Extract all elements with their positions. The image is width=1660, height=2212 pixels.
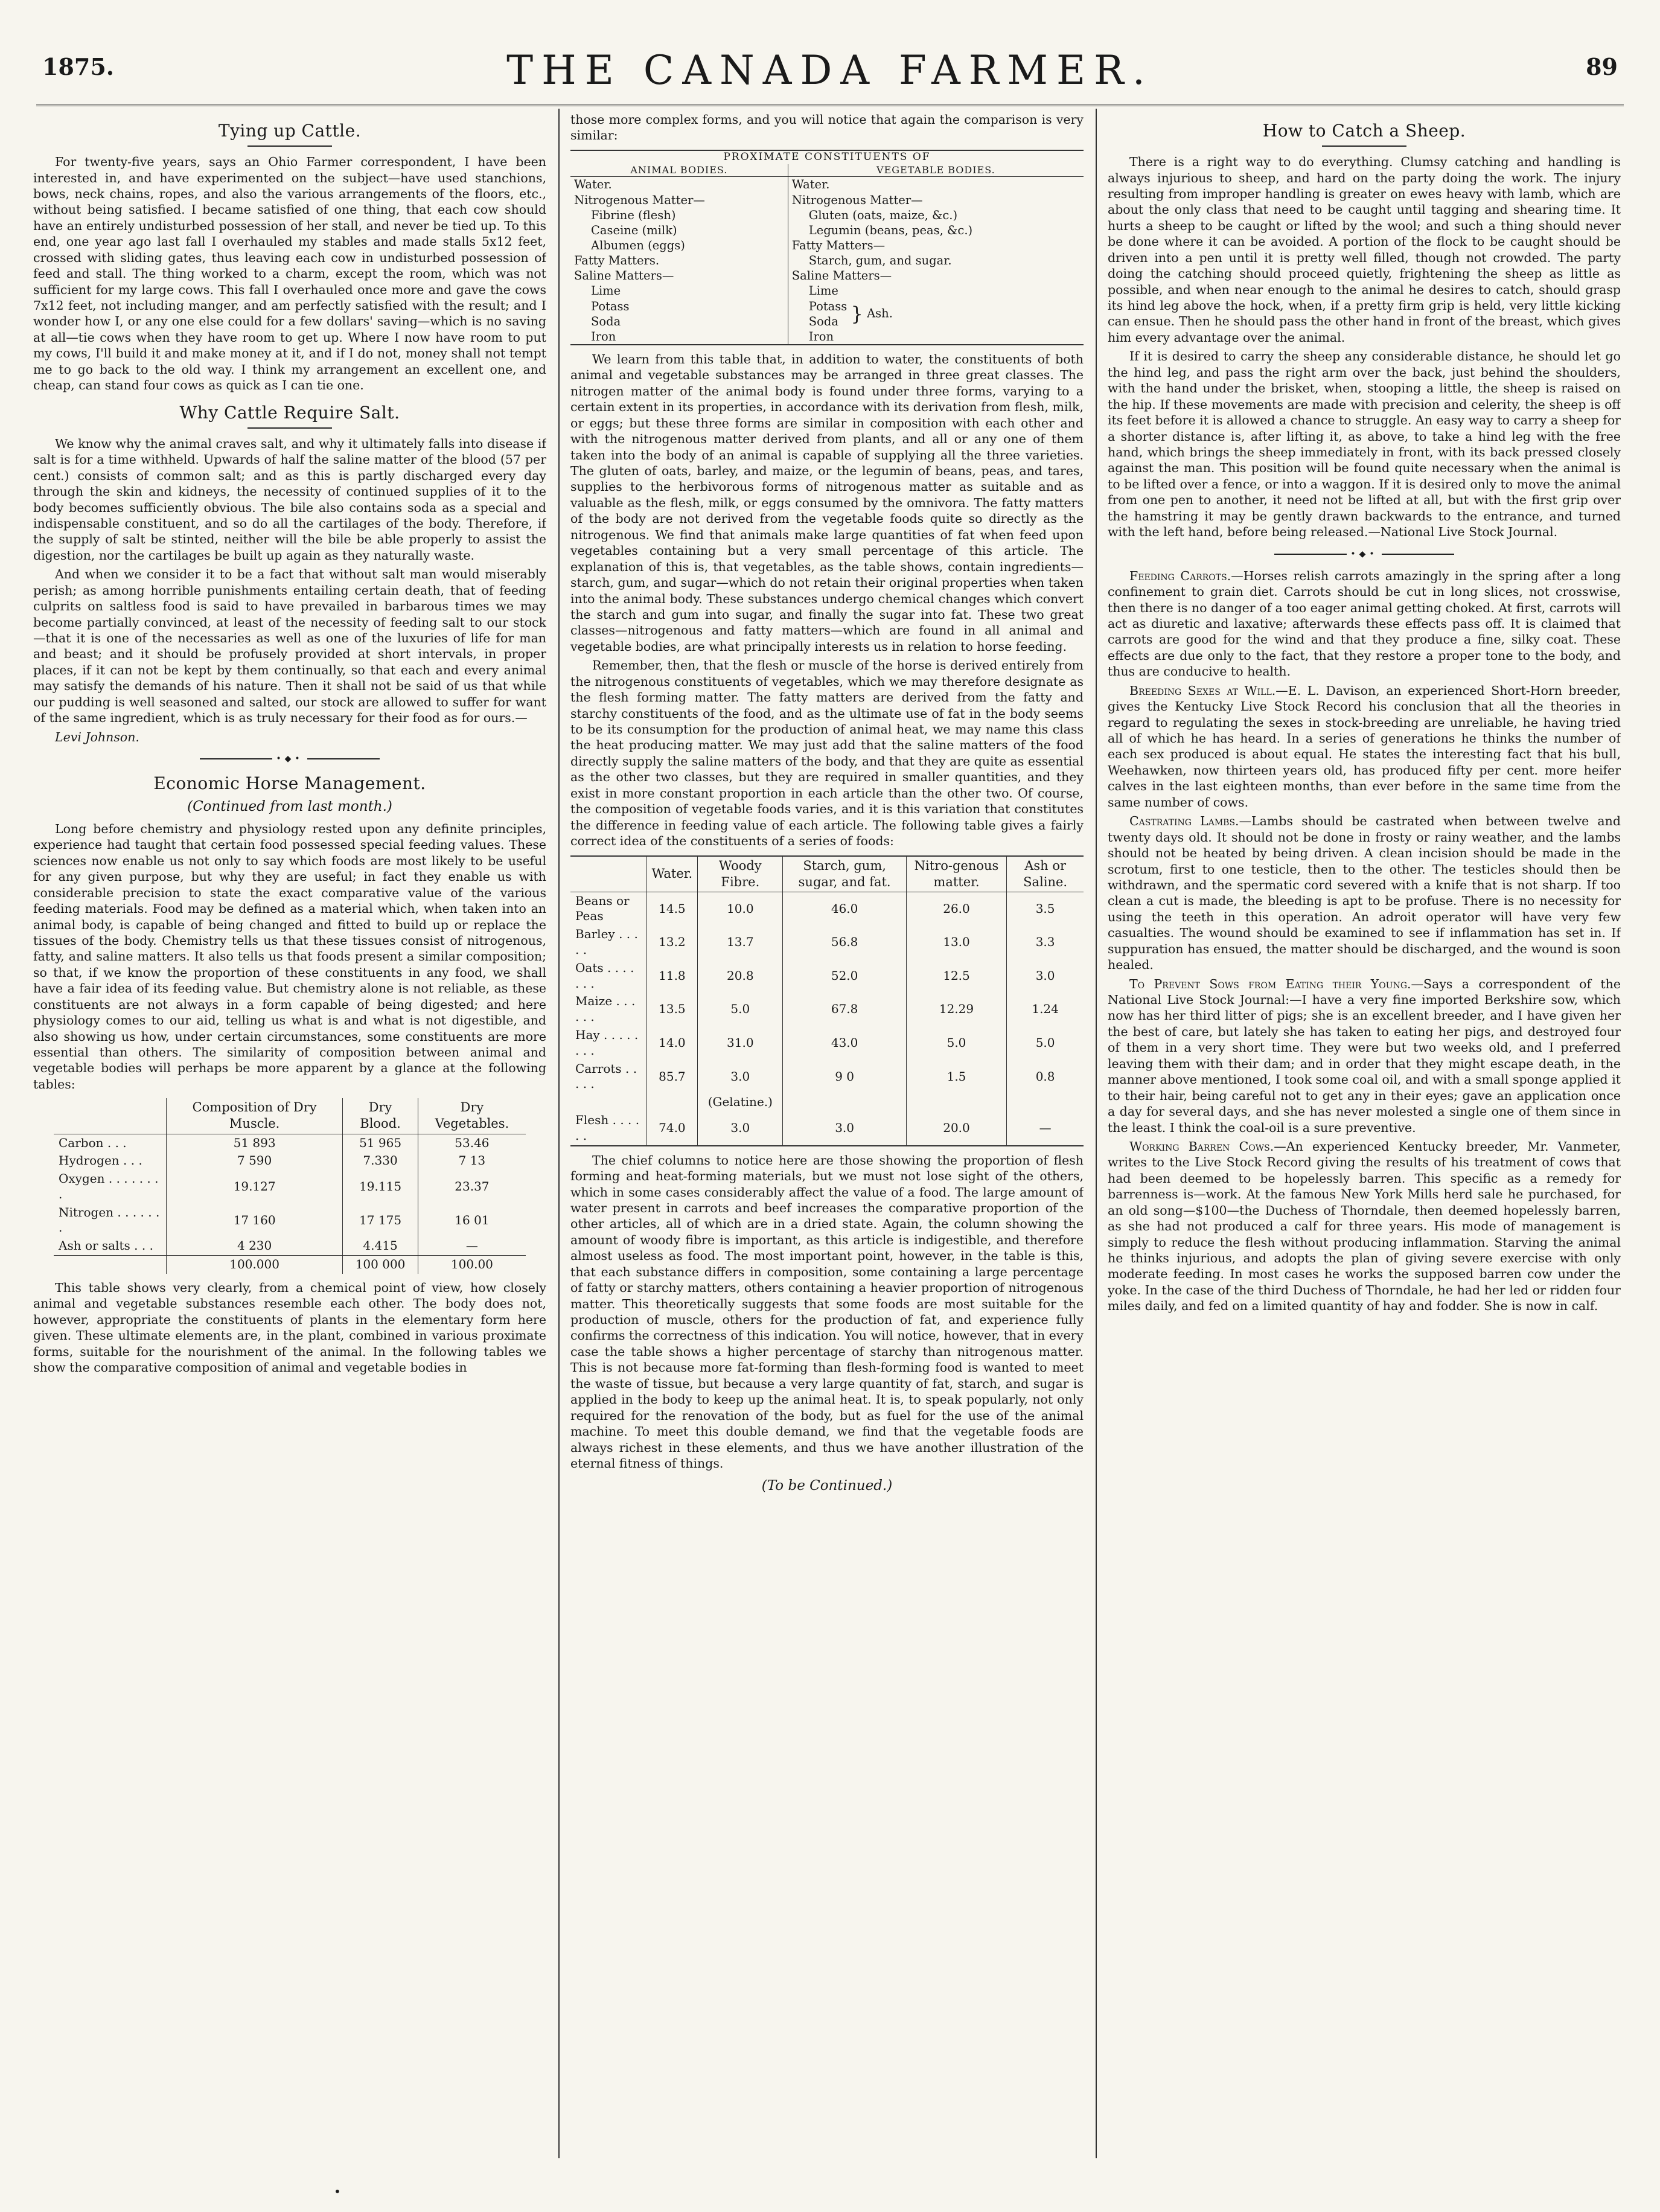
table-cell: Starch, gum, and sugar. — [788, 253, 1084, 268]
table-cell: Hay . . . . . . . . — [575, 1028, 639, 1058]
table-cell: Legumin (beans, peas, &c.) — [788, 223, 1084, 238]
table-cell: 3.3 — [1007, 925, 1084, 959]
to-be-continued: (To be Continued.) — [761, 1478, 893, 1494]
table-header: Nitro-genous matter. — [906, 856, 1006, 892]
table-row — [570, 268, 1084, 283]
article-paragraph: This table shows very clearly, from a chemical point of view, how closely animal and vegetable substances resemble each other. The body does not, however, appropriate the constituents of plants in the elementary form here given. These ultimate elements are, in the plant, combined in various proximate forms, suitable for the nourishment of the animal. In the following tables we show the comparative composition of animal and vegetable bodies in — [33, 1280, 546, 1375]
table-cell: 3.0 — [698, 1111, 783, 1146]
table-cell: 19.115 — [343, 1170, 418, 1204]
table-cell: 4.415 — [343, 1237, 418, 1255]
table-row — [570, 1093, 1084, 1111]
table-row — [570, 993, 1084, 1026]
brace-glyph: } — [851, 302, 863, 325]
table-caption: PROXIMATE CONSTITUENTS OF — [723, 150, 931, 163]
note-body: —E. L. Davison, an experienced Short-Horn breeder, gives the Kentucky Live Stock Record his conclusion that all the theories in regard to regulating the sexes in stock-breeding are unreliable, he having tried all of which he has heard. In a series of generations he thinks the number of each sex produced is about equal. He states the interesting fact that his bull, Weehawken, now thirteen years old, has produced fifty per cent. more heifer calves in the last eighteen months, than ever before in the same time from the same number of cows. — [1108, 683, 1621, 810]
note-heading: Castrating Lambs. — [1129, 814, 1239, 829]
table-cell: Fatty Matters. — [574, 254, 660, 268]
table-cell: Soda — [591, 314, 621, 328]
table-cell: 12.5 — [906, 959, 1006, 993]
table-cell: Barley . . . . . — [575, 927, 638, 957]
note-heading: To Prevent Sows from Eating their Young. — [1129, 976, 1411, 991]
title-rule — [247, 145, 332, 147]
table-cell: Water. — [574, 177, 612, 192]
table-row — [570, 193, 1084, 208]
issue-year: 1875. — [42, 53, 114, 80]
table-row — [570, 238, 1084, 253]
table-cell: 74.0 — [646, 1111, 698, 1146]
table-cell: 26.0 — [906, 892, 1006, 925]
table-cell: Ash or salts . . . — [59, 1238, 153, 1253]
table-cell: 19.127 — [166, 1170, 342, 1204]
table-cell: 3.0 — [1007, 959, 1084, 993]
table-cell: 85.7 — [646, 1060, 698, 1094]
table-row — [570, 283, 1084, 298]
note-feeding-carrots — [1108, 568, 1621, 680]
section-separator: •◆• — [33, 753, 546, 764]
table-cell: 0.8 — [1007, 1060, 1084, 1094]
table-cell: 20.0 — [906, 1111, 1006, 1146]
table-header-row — [54, 1098, 526, 1134]
article-signature: Levi Johnson. — [55, 729, 139, 744]
table-cell: Maize . . . . . . — [575, 994, 636, 1024]
table-cell: 3.5 — [1007, 892, 1084, 925]
table-cell: 1.24 — [1007, 993, 1084, 1026]
note-body: —Horses relish carrots amazingly in the spring after a long confinement to grain diet. Carrots should be cut in long slices, not crosswise, then there is no danger of a too eager animal getting choked. At first, carrots will act as diuretic and laxative; afterwards these effects pass off. It is claimed that carrots are good for the wind and that they produce a fine, silky coat. These effects are due only to the fact, that they restore a proper tone to the body, and thus are conducive to health. — [1108, 568, 1621, 679]
table-row — [570, 223, 1084, 238]
table-cell: 100.000 — [166, 1256, 342, 1274]
section-separator: •◆• — [1108, 549, 1621, 560]
table-header: Starch, gum, sugar, and fat. — [783, 856, 906, 892]
table-cell: Flesh . . . . . . — [575, 1113, 640, 1143]
table-cell: 23.37 — [418, 1170, 526, 1204]
table-cell: 3.0 — [783, 1111, 906, 1146]
article-paragraph: those more complex forms, and you will notice that again the comparison is very similar: — [570, 112, 1084, 143]
masthead — [36, 47, 1624, 101]
table-header: Composition of Dry Muscle. — [166, 1098, 342, 1134]
article-paragraph: We learn from this table that, in addition to water, the constituents of both animal and vegetable substances may be arranged in three great classes. The nitrogen matter of the animal body is found under three forms, varying to a certain extent in its properties, in accordance with its derivation from flesh, milk, or eggs; but these three forms are similar in composition with each other and with the nitrogenous matter derived from plants, and all or any one of them taken into the body of an animal is capable of supplying all the three varieties. The gluten of oats, barley, and maize, or the legumin of beans, peas, and tares, supplies to the herbivorous forms of nitrogenous matter as suitable and as valuable as the flesh, milk, or eggs consumed by the omnivora. The fatty matters of the body are not derived from the vegetable foods quite so directly as the nitrogenous. We find that animals make large quantities of fat when feed upon vegetables containing but a very small percentage of this article. The explanation of this is, that vegetables, as the table shows, contain ingredients—starch, gum, and sugar—which do not retain their original properties when taken into the animal body. These substances undergo chemical changes which convert the starch and gum into sugar, and finally the sugar into fat. These two great classes—nitrogenous and fatty matters—which are found in all animal and vegetable bodies, are what principally interests us in relation to horse feeding. — [570, 351, 1084, 654]
table-cell: Fatty Matters— — [788, 238, 1084, 253]
masthead-rule — [36, 104, 1624, 106]
table-cell: Beans or Peas — [575, 893, 630, 924]
table-cell: 46.0 — [783, 892, 906, 925]
table-cell: 100.00 — [418, 1256, 526, 1274]
table-row — [570, 1111, 1084, 1146]
table-cell: 1.5 — [906, 1060, 1006, 1094]
article-paragraph: If it is desired to carry the sheep any considerable distance, he should let go the hind leg, and pass the right arm over the back, just behind the shoulders, with the hand under the brisket, when, stooping a little, the sheep is raised on the hip. If these movements are made with precision and celerity, the sheep is off its feet before it is allowed a chance to struggle. An easy way to carry a sheep for a shorter distance is, after lifting it, as above, to take a hind leg with the free hand, which brings the sheep immediately in front, with its back pressed closely against the man. This position will be found quite necessary when the animal is to be lifted over a fence, or into a waggon. If it is desired only to move the animal from one pen to another, it need not be lifted at all, but with the first grip over the hamstring it may be gently drawn backwards to the entrance, and turned with the left hand, before being released.—National Live Stock Journal. — [1108, 349, 1621, 540]
table-row — [54, 1134, 526, 1152]
article-paragraph: The chief columns to notice here are those showing the proportion of flesh forming and heat-forming materials, but we must not lose sight of the others, which in some cases considerably affect the value of a food. The large amount of water present in carrots and beef increases the comparative proportion of the other articles, all of which are in a dried state. Again, the column showing the amount of woody fibre is important, as this article is indigestible, and therefore almost useless as food. The most important point, however, in the table is this, that each substance differs in composition, some containing a large percentage of fatty or starchy matters, others containing a heavier proportion of nitrogenous matter. This theoretically suggests that some foods are most suitable for the production of muscle, others for the production of fat, and experience fully confirms the correctness of this indication. You will notice, however, that in every case the table shows a higher percentage of starchy than nitrogenous matter. This is not because more fat-forming than flesh-forming food is wanted to meet the waste of tissue, but because a very large quantity of fat, starch, and sugar is applied in the body to keep up the animal heat. It is, to speak popularly, not only required for the renovation of the body, but as fuel for the use of the animal machine. To meet this double demand, we find that the vegetable foods are always richest in these elements, and thus we have another illustration of the eternal fitness of things. — [570, 1152, 1084, 1471]
title-rule — [247, 427, 332, 429]
table-cell: 14.5 — [646, 892, 698, 925]
table-header: Dry Blood. — [343, 1098, 418, 1134]
table-cell: 13.7 — [698, 925, 783, 959]
article-subtitle: (Continued from last month.) — [187, 799, 392, 815]
table-cell: Nitrogen . . . . . . . — [59, 1204, 160, 1235]
table-cell: 5.0 — [1007, 1026, 1084, 1060]
article-title-cattle-salt: Why Cattle Require Salt. — [179, 402, 400, 423]
table-cell: 13.5 — [646, 993, 698, 1026]
table-cell: Caseine (milk) — [591, 223, 677, 237]
table-row — [54, 1204, 526, 1238]
table-cell: 31.0 — [698, 1026, 783, 1060]
table-cell: 51 965 — [343, 1134, 418, 1152]
table-cell — [570, 1093, 646, 1111]
note-body: —An experienced Kentucky breeder, Mr. Vanmeter, writes to the Live Stock Record giving the results of his treatment of cows that had been deemed to be hopelessly barren. This specific as a remedy for barrenness is—work. At the famous New York Mills herd sale he purchased, for an old song—$100—the Duchess of Thorndale, then deemed hopelessly barren, as she had not produced a calf for three years. His mode of management is simply to reduce the flesh without producing inflammation. Starving the animal he thinks injurious, and adopts the plan of giving severe exercise with only moderate feeding. In most cases he works the supposed barren cow under the yoke. In the case of the third Duchess of Thorndale, he had her led or ridden four miles daily, and fed on a limited quantity of hay and fodder. She is now in calf. — [1108, 1139, 1621, 1314]
column-2 — [570, 112, 1084, 2158]
table-cell: Fibrine (flesh) — [591, 208, 676, 222]
title-rule — [1322, 145, 1406, 147]
table-header: ANIMAL BODIES. — [570, 164, 788, 177]
note-body: —Lambs should be castrated when between twelve and twenty days old. It should not be done in frosty or rainy weather, and the lambs should not be heated by being driven. A clean incision should be made in the scrotum, first to one testicle, then to the other. The testicles should then be withdrawn, and the spermatic cord severed with a knife that is not sharp. If too clean a cut is made, the bleeding is apt to be profuse. There is no necessity for using the teeth in this operation. An adroit operator will have very few casualties. The wound should be examined to see if inflammation has set in. If suppuration has ensued, the matter should be discharged, and the wound is soon healed. — [1108, 814, 1621, 973]
table-cell: 43.0 — [783, 1026, 906, 1060]
table-header: Woody Fibre. — [698, 856, 783, 892]
table-cell: Hydrogen . . . — [59, 1153, 142, 1168]
table-row — [570, 329, 1084, 345]
table-row — [570, 925, 1084, 959]
table-cell: Saline Matters— — [788, 268, 1084, 283]
note-heading: Working Barren Cows. — [1129, 1139, 1274, 1154]
table-cell: 17 160 — [166, 1204, 342, 1238]
table-cell: 4 230 — [166, 1237, 342, 1255]
table-row — [570, 892, 1084, 925]
table-header: Dry Vegetables. — [418, 1098, 526, 1134]
table-cell — [1007, 1093, 1084, 1111]
article-title-catch-sheep: How to Catch a Sheep. — [1262, 121, 1466, 141]
article-title-horse-management: Economic Horse Management. — [153, 773, 426, 794]
table-cell: 9 0 — [783, 1060, 906, 1094]
table-cell: Albumen (eggs) — [591, 238, 685, 252]
article-paragraph: There is a right way to do everything. Clumsy catching and handling is always injurious to sheep, and hard on the party doing the work. The injury resulting from improper handling is greater on ewes heavy with lamb, which are about the only class that need to be caught until tagging and shearing time. It hurts a sheep to be caught or lifted by the wool; and such a thing should never be done where it can be avoided. A portion of the flock to be caught should be driven into a pen until it is pretty well filled, though not crowded. The party doing the catching should proceed quietly, frightening the sheep as little as possible, and when near enough to the animal he desires to catch, should grasp its hind leg above the hock, when, if a pretty firm grip is held, very little kicking can ensue. Then he should pass the other hand in front of the breast, which gives him every advantage over the animal. — [1108, 155, 1621, 345]
table-cell: 16 01 — [418, 1204, 526, 1238]
table-cell — [646, 1093, 698, 1111]
table-cell: 5.0 — [698, 993, 783, 1026]
note-breeding-sexes — [1108, 683, 1621, 811]
table-cell — [906, 1093, 1006, 1111]
table-cell: — — [1007, 1111, 1084, 1146]
page-dot: • — [334, 2184, 341, 2199]
note-body: —Says a correspondent of the National Live Stock Journal:—I have a very fine imported Berkshire sow, which now has her third litter of pigs; she is an excellent breeder, and I have given her the best of care, but lately she has taken to eating her pigs, and destroyed four of them in a very short time. They were but two weeks old, and I preferred leaving them with their dam; and in order that they might escape death, in the manner above mentioned, I took some coal oil, and with a small sponge applied it to their hair, being careful not to get any in their eyes; gave an application once a day for several days, and she has never molested a single one of them since in the least. I think the coal-oil is a sure preventive. — [1108, 976, 1621, 1135]
table-row — [54, 1152, 526, 1170]
table-cell: Soda — [808, 314, 838, 328]
table-header: Ash or Saline. — [1007, 856, 1084, 892]
note-heading: Breeding Sexes at Will. — [1129, 683, 1276, 698]
table-row — [570, 208, 1084, 223]
table-cell: Iron — [591, 329, 616, 344]
table-cell: Carbon . . . — [59, 1135, 127, 1150]
table-row — [570, 253, 1084, 268]
ash-group — [788, 299, 1084, 329]
table-cell: 67.8 — [783, 993, 906, 1026]
table-cell — [783, 1093, 906, 1111]
newspaper-title: THE CANADA FARMER. — [506, 47, 1154, 94]
table-cell: — — [418, 1237, 526, 1255]
table-cell: 20.8 — [698, 959, 783, 993]
table-cell: Potass — [808, 299, 848, 313]
table-cell: Carrots . . . . . — [575, 1061, 637, 1092]
table-header — [570, 856, 646, 892]
table-row — [570, 1026, 1084, 1060]
table-cell: 17 175 — [343, 1204, 418, 1238]
food-constituents-table — [570, 855, 1084, 1146]
composition-table — [54, 1098, 526, 1274]
table-row — [54, 1170, 526, 1204]
table-cell: 14.0 — [646, 1026, 698, 1060]
table-cell: Oats . . . . . . . — [575, 960, 634, 991]
proximate-constituents-table — [570, 150, 1084, 345]
table-cell: 13.2 — [646, 925, 698, 959]
table-cell: 51 893 — [166, 1134, 342, 1152]
table-cell: Nitrogenous Matter— — [574, 193, 705, 207]
table-cell: Potass — [591, 299, 630, 313]
table-cell: 10.0 — [698, 892, 783, 925]
page-number: 89 — [1586, 53, 1618, 80]
table-cell: 5.0 — [906, 1026, 1006, 1060]
table-cell: Lime — [591, 284, 621, 298]
column-3 — [1108, 112, 1621, 2158]
table-cell: 7 13 — [418, 1152, 526, 1170]
table-row — [570, 959, 1084, 993]
article-title-tying-cattle: Tying up Cattle. — [218, 121, 362, 141]
table-cell: Lime — [788, 283, 1084, 298]
table-header — [54, 1098, 166, 1134]
table-header: Water. — [646, 856, 698, 892]
table-cell: Gluten (oats, maize, &c.) — [788, 208, 1084, 223]
ash-label: Ash. — [867, 306, 893, 321]
table-cell: 3.0 — [698, 1060, 783, 1094]
column-divider-2 — [1096, 109, 1097, 2158]
column-divider-1 — [558, 109, 560, 2158]
table-cell: 100 000 — [343, 1256, 418, 1274]
table-cell: 52.0 — [783, 959, 906, 993]
table-cell: 7.330 — [343, 1152, 418, 1170]
table-row — [570, 1060, 1084, 1094]
article-paragraph: Remember, then, that the flesh or muscle of the horse is derived entirely from the nitrogenous constituents of vegetables, which we may therefore designate as the flesh forming matter. The fatty matters are derived from the fatty and starchy constituents of the food, and as the ultimate use of fat in the body seems to be its consumption for the production of animal heat, we may name this class the heat producing matter. We may just add that the saline matters of the food directly supply the saline matters of the body, and that they are quite as essential as the other two classes, but they are required in smaller quantities, and they exist in more constant proportion in each article than the other two. Of course, the composition of vegetable foods varies, and it is this variation that constitutes the difference in feeding value of each article. The following table gives a fairly correct idea of the constituents of a series of foods: — [570, 658, 1084, 849]
table-cell: 12.29 — [906, 993, 1006, 1026]
article-paragraph: For twenty-five years, says an Ohio Farmer correspondent, I have been interested in, and have experimented on the subject—have used stanchions, bows, neck chains, ropes, and also the various arrangements of the floors, etc., without being satisfied. I became satisfied of one thing, that each cow should have an entirely undisturbed possession of her stall, and never be tied up. To this end, one year ago last fall I overhauled my stables and made stalls 5x12 feet, crossed with sliding gates, thus leaving each cow in undisturbed possession of feed and stall. The thing worked to a charm, except the room, which was not sufficient for my large cows. This fall I overhauled once more and gave the cows 7x12 feet, not including manger, and am perfectly satisfied with the result; and I wonder how I, or any one else could for a few dollars' saving—which is no saving at all—tie cows when they have room to get up. Where I now have room to put my cows, I'll build it and make money at it, and if I do not, money shall not tempt me to go back to the old way. I think my arrangement an excellent one, and cheap, can stand four cows as quick as I can tie one. — [33, 155, 546, 393]
article-paragraph: We know why the animal craves salt, and why it ultimately falls into disease if salt is for a time withheld. Upwards of half the saline matter of the blood (57 per cent.) consists of common salt; and as this is partly discharged every day through the skin and kidneys, the necessity of continued supplies of it to the body becomes sufficiently obvious. The bile also contains soda as a special and indispensable constituent, and so do all the cartilages of the body. Therefore, if the supply of salt be stinted, neither will the bile be able properly to assist the digestion, nor the cartilages be built up again as they naturally waste. — [33, 436, 546, 563]
table-cell: Oxygen . . . . . . . . — [59, 1171, 159, 1201]
table-total-row — [54, 1256, 526, 1274]
note-prevent-sows — [1108, 976, 1621, 1136]
column-1 — [33, 112, 546, 2158]
table-cell: 11.8 — [646, 959, 698, 993]
table-cell: 56.8 — [783, 925, 906, 959]
article-paragraph: Long before chemistry and physiology rested upon any definite principles, experience had taught that certain food possessed special feeding values. These sciences now enable us not only to say which foods are most likely to be useful for any given purpose, but why they are useful; in fact they enable us with considerable precision to state the exact comparative value of the various feeding materials. Food may be defined as a material which, when taken into an animal body, is capable of being changed and fitted to build up or replace the tissues of the body. Chemistry tells us that these tissues consist of nitrogenous, fatty, and saline matters. It also tells us that foods present a similar composition; so that, if we know the proportion of these constituents in any food, we shall have a fair idea of its feeding value. But chemistry alone is not reliable, as these constituents are not always in a form capable of being digested; and here physiology comes to our aid, telling us what is and what is not digestible, and also showing us how, under certain circumstances, some constituents are more essential than others. The similarity of composition between animal and vegetable bodies will perhaps be more apparent by a glance at the following tables: — [33, 821, 546, 1092]
table-cell — [54, 1256, 166, 1274]
table-row — [570, 299, 1084, 314]
table-cell: Water. — [788, 177, 1084, 193]
table-cell: Nitrogenous Matter— — [788, 193, 1084, 208]
note-castrating-lambs — [1108, 813, 1621, 973]
table-cell: Saline Matters— — [574, 269, 674, 283]
article-paragraph: And when we consider it to be a fact that without salt man would miserably perish; as among horrible punishments entailing certain death, that of feeding culprits on saltless food is said to have prevailed in barbarous times we may become partially convinced, at least of the necessity of feeding salt to our stock—that it is one of the necessaries as well as one of the luxuries of life for man and beast; and it should be profusely provided at short intervals, in proper places, if it can not be kept by them continually, so that each and every animal may satisfy the demands of his nature. Then it shall not be said of us that while our pudding is well seasoned and salted, our stock are allowed to suffer for want of the same ingredient, which is as truly necessary for their food as for ours.— — [33, 567, 546, 726]
table-cell: Iron — [788, 329, 1084, 345]
table-header: VEGETABLE BODIES. — [788, 164, 1084, 177]
note-heading: Feeding Carrots. — [1129, 568, 1231, 583]
table-row — [54, 1237, 526, 1255]
table-cell: 53.46 — [418, 1134, 526, 1152]
table-row — [570, 177, 1084, 193]
note-barren-cows — [1108, 1139, 1621, 1314]
table-cell: 7 590 — [166, 1152, 342, 1170]
table-cell: (Gelatine.) — [698, 1093, 783, 1111]
table-cell: 13.0 — [906, 925, 1006, 959]
table-header-row — [570, 856, 1084, 892]
